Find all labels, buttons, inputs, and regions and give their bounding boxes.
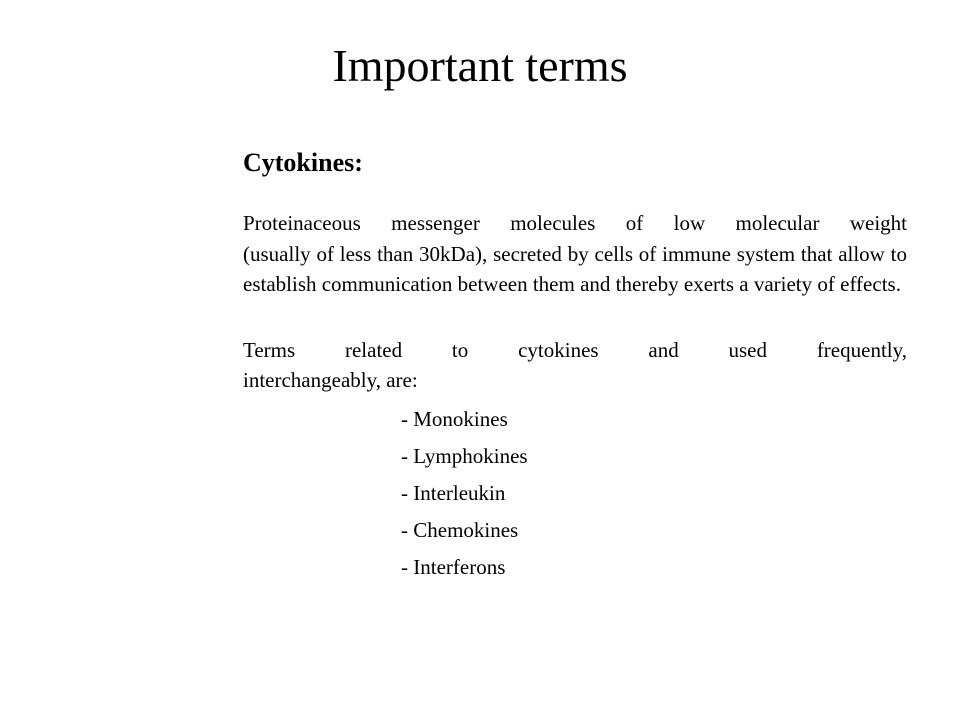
related-terms-first-line: Terms related to cytokines and used frequently,: [243, 338, 907, 362]
list-item: - Interferons: [401, 555, 506, 579]
slide-content: [243, 142, 907, 586]
list-item: - Lymphokines: [401, 444, 528, 468]
slide-title: Important terms: [332, 40, 628, 91]
cytokines-heading: Cytokines:: [243, 148, 363, 177]
related-terms-intro: [243, 335, 907, 395]
list-item: - Interleukin: [401, 481, 506, 505]
list-item: - Monokines: [401, 407, 508, 431]
cytokines-definition: [243, 208, 907, 299]
definition-remaining-text: (usually of less than 30kDa), secreted by cells of immune system that allow to establish communication between them and thereby exerts a variety of effects.: [243, 242, 907, 296]
definition-first-line: Proteinaceous messenger molecules of low molecular weight: [243, 211, 907, 235]
related-terms-list: [243, 401, 907, 586]
related-terms-second-line: interchangeably, are:: [243, 368, 418, 392]
list-item: - Chemokines: [401, 518, 519, 542]
